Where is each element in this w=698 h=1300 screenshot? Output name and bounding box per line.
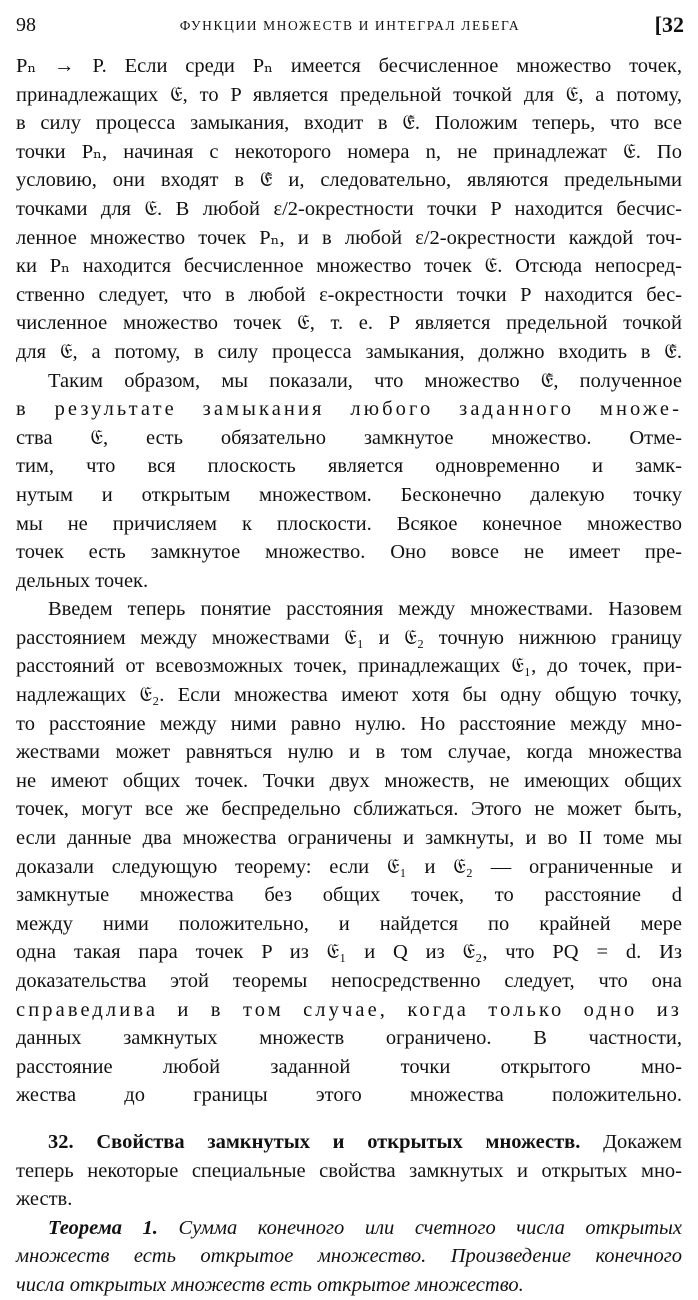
section-title: 32. Свойства замкнутых и открытых множеств. [48,1130,581,1153]
text-line: между ними положительно, и найдется по крайней мере [16,912,682,935]
text-line: ственно следует, что в любой ε-окрестности точки P находится бес- [16,283,682,306]
text-line: справедлива и в том случае, когда только одно из [16,998,682,1021]
text-line: в силу процесса замыкания, входит в 𝔈̄. Положим теперь, что все [16,112,682,135]
text-line: данных замкнутых множеств ограничено. В частности, [16,1027,682,1050]
running-title: ФУНКЦИИ МНОЖЕСТВ И ИНТЕГРАЛ ЛЕБЕГА [179,18,521,33]
text-line: в результате замыкания любого заданного множе- [16,398,682,421]
text-line: ленное множество точек Pₙ, и в любой ε/2-окрестности каждой точ- [16,226,682,249]
text-line: Pₙ → P. Если среди Pₙ имеется бесчисленное множество точек, [16,55,682,77]
text-line: принадлежащих 𝔈, то P является предельной точкой для 𝔈, а потому, [16,83,682,106]
text-line: одна такая пара точек P из 𝔈₁ и Q из 𝔈₂, что PQ = d. Из [16,941,682,964]
paragraph-3 [16,595,682,1110]
text-line: числа открытых множеств есть открытое множество. [16,1273,524,1296]
text-line: если данные два множества ограничены и замкнуты, и во II томе мы [16,827,682,850]
text-line: не имеют общих точек. Точки двух множеств, не имеющих общих [16,769,682,792]
text-line: Таким образом, мы показали, что множество 𝔈̄, полученное [48,369,682,392]
page-header [16,6,684,40]
theorem-line [16,1214,682,1243]
text-line: доказали следующую теорему: если 𝔈₁ и 𝔈₂ — ограниченные и [16,855,682,878]
text-line: точками для 𝔈. В любой ε/2-окрестности точки P находится бесчис- [16,197,682,220]
text-line: надлежащих 𝔈₂. Если множества имеют хотя бы одну общую точку, [16,684,682,707]
text-line: Введем теперь понятие расстояния между множествами. Назовем [48,598,682,621]
text-line: дельных точек. [16,569,149,592]
section-32 [16,1128,682,1214]
theorem-label: Теорема 1. [48,1216,158,1239]
text-line: ства 𝔈, есть обязательно замкнутое множество. Отме- [16,426,682,449]
theorem-text: Сумма конечного или счетного числа открытых [178,1216,683,1239]
section-heading-line [16,1128,682,1157]
text-line: множеств есть открытое множество. Произведение конечного [16,1245,682,1268]
text-line: численное множество точек 𝔈, т. е. P является предельной точкой [16,312,682,335]
text-line: условию, они входят в 𝔈̄ и, следовательно, являются предельными [16,169,682,192]
text-line: точек есть замкнутое множество. Оно вовсе не имеет пре- [16,541,682,564]
page-body [16,52,682,1300]
text-line: то расстояние между ними равно нулю. Но расстояние между мно- [16,712,682,735]
text-line: доказательства этой теоремы непосредственно следует, что она [16,970,682,992]
page-number: 98 [16,14,36,36]
paragraph-2 [16,367,682,596]
text-line: точки Pₙ, начиная с некоторого номера n, не принадлежат 𝔈. По [16,140,682,163]
text-line: жеств. [16,1188,73,1211]
text-line: ки Pₙ находится бесчисленное множество точек 𝔈. Отсюда непосред- [16,255,682,278]
text-line: нутым и открытым множеством. Бесконечно далекую точку [16,483,682,506]
text-line: мы не причисляем к плоскости. Всякое конечное множество [16,512,682,535]
text-line: теперь некоторые специальные свойства замкнутых и открытых мно- [16,1159,682,1182]
text-line: расстоянием между множествами 𝔈₁ и 𝔈₂ точную нижнюю границу [16,626,682,649]
text-line: расстояние любой заданной точки открытого мно- [16,1055,682,1078]
section-gap [16,1110,682,1128]
section-text: Докажем [603,1130,683,1153]
text-line: расстояний от всевозможных точек, принадлежащих 𝔈₁, до точек, при- [16,655,682,678]
text-line: жествами может равняться нулю и в том случае, когда множества [16,741,682,764]
text-line: точек, могут все же беспредельно сближаться. Этого не может быть, [16,798,682,821]
paragraph-1 [16,52,682,367]
section-marker: [32 [654,12,684,37]
theorem-1 [16,1214,682,1300]
text-line: тим, что вся плоскость является одновременно и замк- [16,455,682,478]
text-line: для 𝔈, а потому, в силу процесса замыкания, должно входить в 𝔈̄. [16,340,682,363]
text-line: замкнутые множества без общих точек, то расстояние d [16,884,682,907]
text-line: жества до границы этого множества положительно. [16,1084,682,1107]
